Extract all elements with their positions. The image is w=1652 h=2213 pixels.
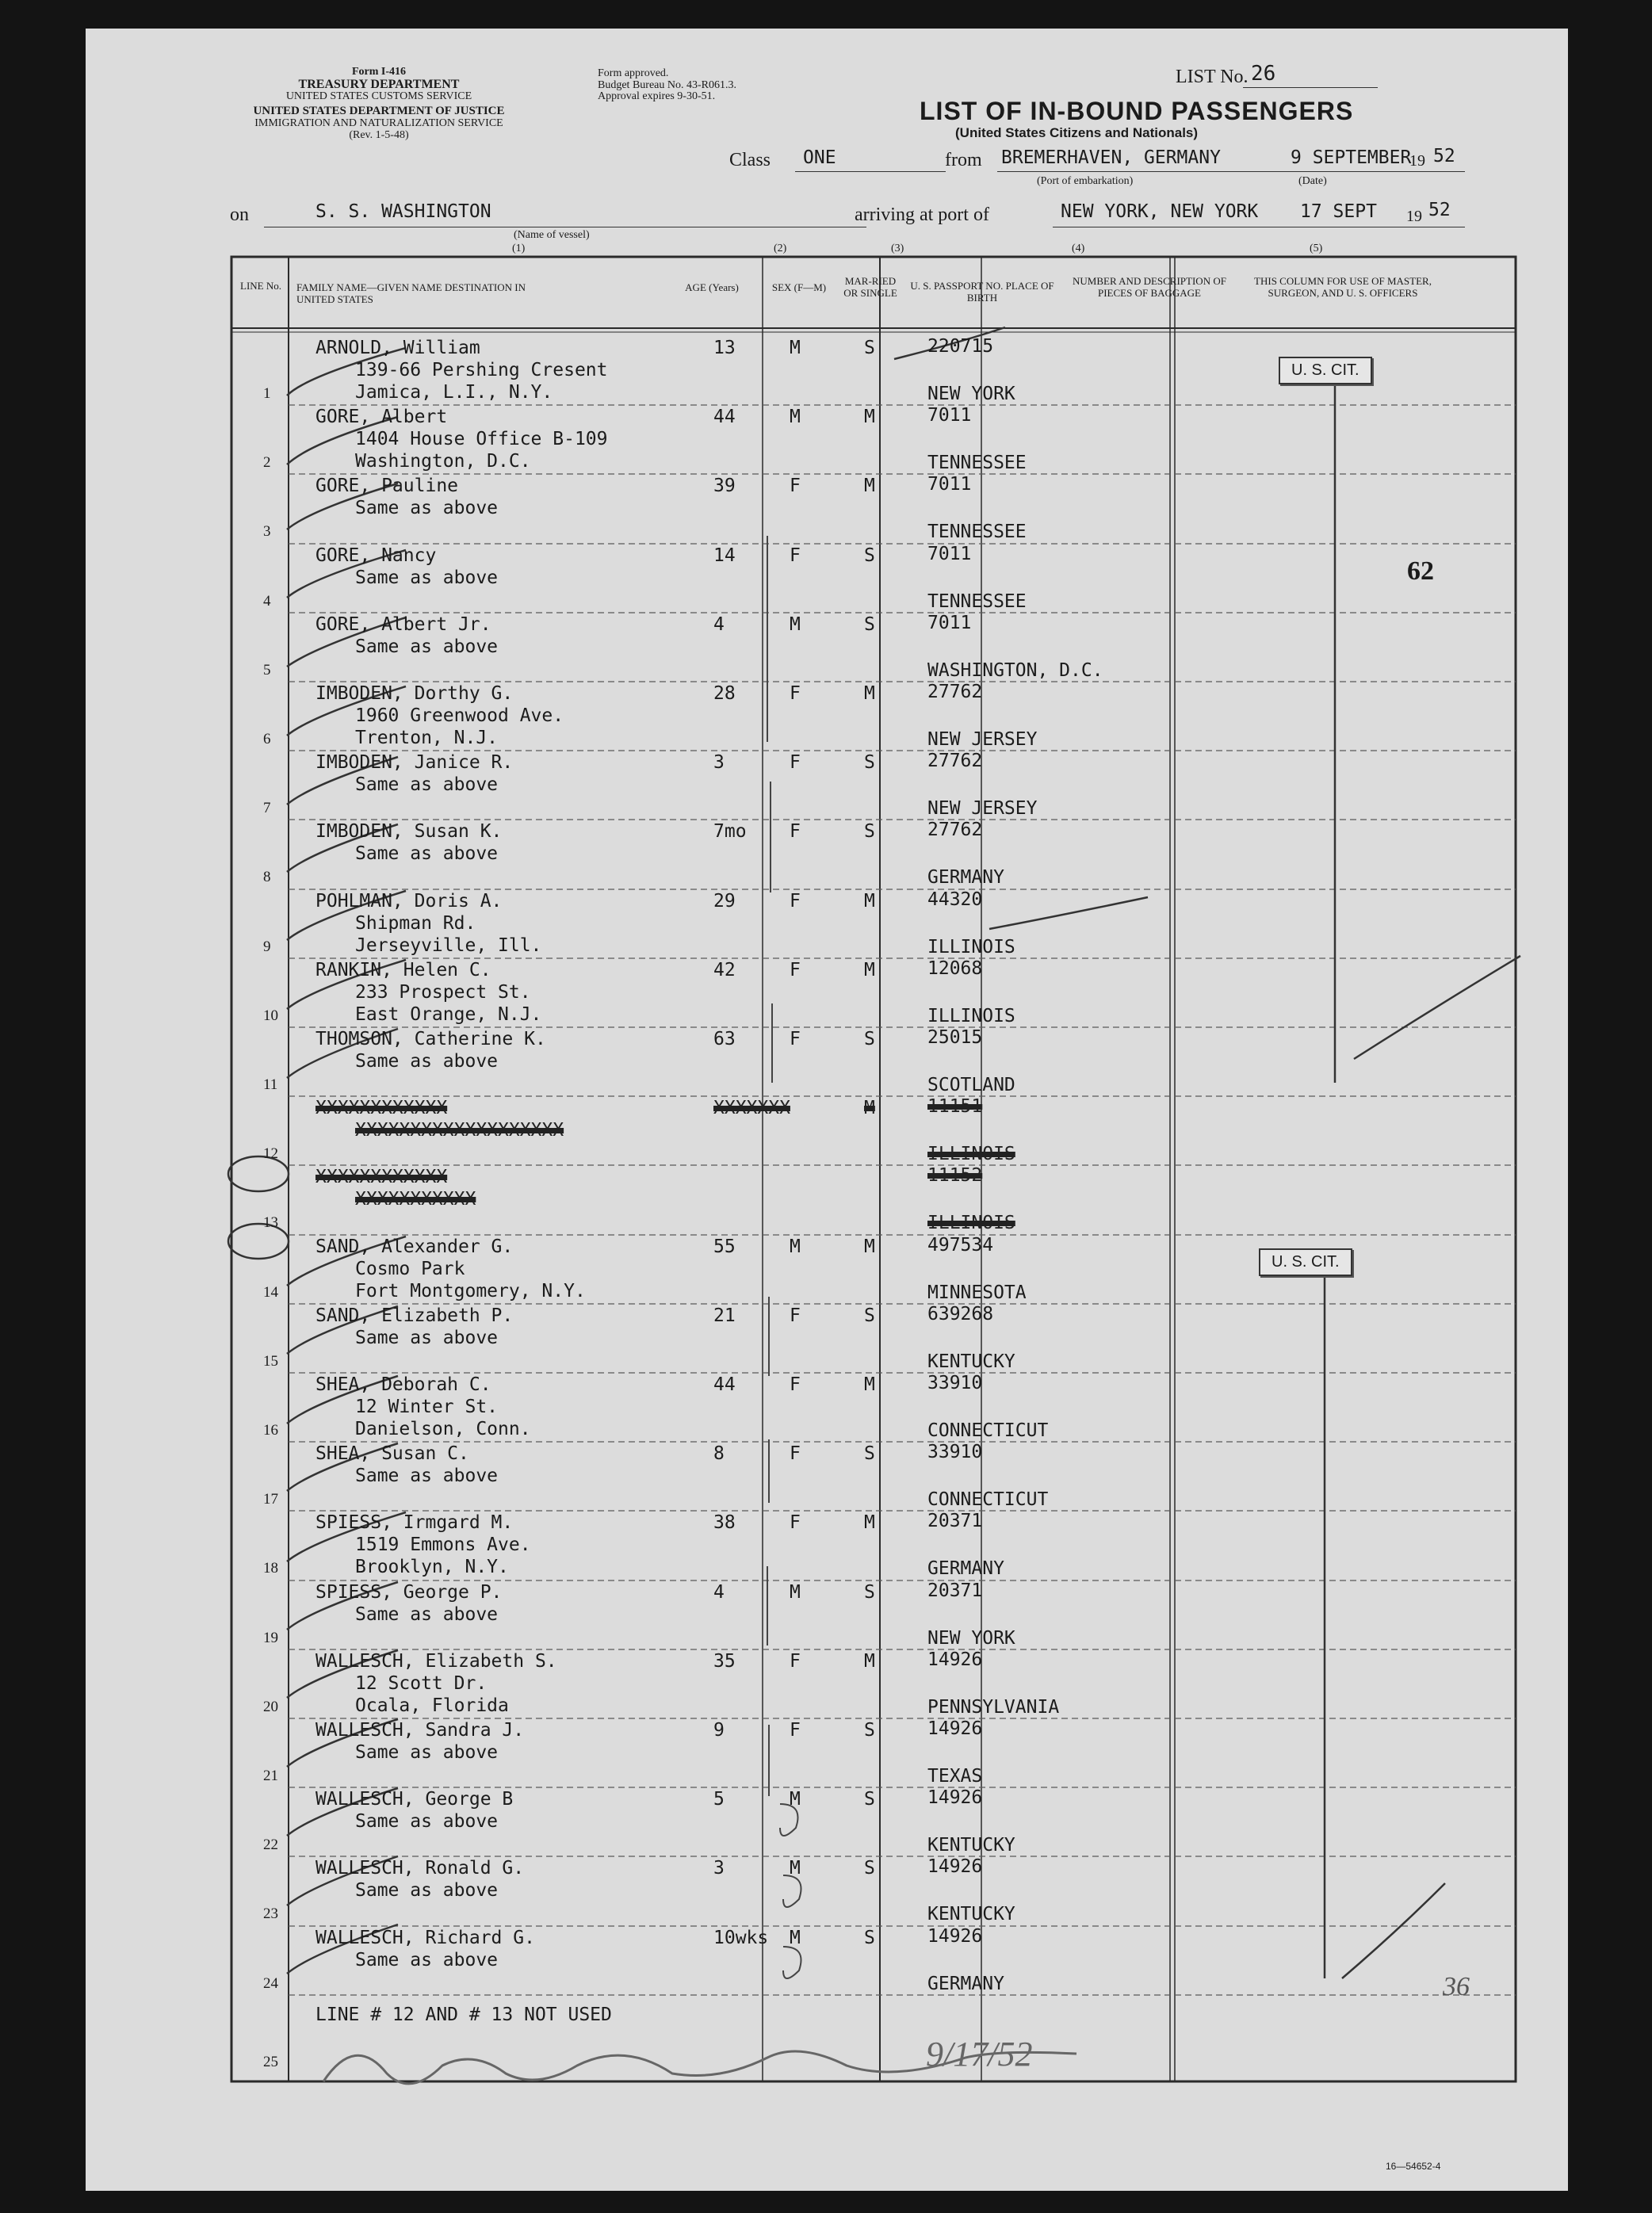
passport-number: 20371 <box>927 1580 983 1601</box>
passenger-name: GORE, Albert <box>315 407 448 427</box>
sex: F <box>790 476 801 496</box>
marital-status: S <box>864 1928 875 1948</box>
address-line-1: Same as above <box>355 1742 499 1763</box>
list-no-label: LIST No. <box>1176 67 1249 87</box>
passport-number: 639268 <box>927 1304 994 1324</box>
place-of-birth: KENTUCKY <box>927 1835 1015 1856</box>
marital-status: M <box>864 407 875 427</box>
address-line-2: Trenton, N.J. <box>355 728 499 748</box>
age: XXXXXXX <box>713 1098 790 1118</box>
from-year-prefix: 19 <box>1409 152 1425 170</box>
age: 44 <box>713 1374 736 1395</box>
header-married: MAR-RIED OR SINGLE <box>843 275 897 299</box>
corner-note: 36 <box>1443 1972 1470 2001</box>
place-of-birth: KENTUCKY <box>927 1904 1015 1924</box>
print-code: 16—54652-4 <box>1386 2161 1441 2172</box>
passport-number: 14926 <box>927 1787 983 1808</box>
place-of-birth: TENNESSEE <box>927 591 1027 612</box>
marital-status: S <box>864 1305 875 1326</box>
address-line-1: Same as above <box>355 1880 499 1901</box>
age: 14 <box>713 545 736 566</box>
passenger-name: THOMSON, Catherine K. <box>315 1029 546 1049</box>
marital-status: S <box>864 821 875 842</box>
colnum-4: (4) <box>1072 243 1085 254</box>
address-line-1: 1960 Greenwood Ave. <box>355 705 564 726</box>
annotation-62: 62 <box>1407 556 1434 586</box>
treasury-dept: TREASURY DEPARTMENT <box>298 77 460 91</box>
age: 5 <box>713 1789 725 1810</box>
marital-status: M <box>864 683 875 704</box>
passenger-name: WALLESCH, Ronald G. <box>315 1858 525 1879</box>
sex: M <box>790 1582 801 1603</box>
line-number: 4 <box>263 593 271 610</box>
age: 28 <box>713 683 736 704</box>
address-line-1: 12 Winter St. <box>355 1397 499 1417</box>
address-line-1: Same as above <box>355 498 499 518</box>
place-of-birth: MINNESOTA <box>927 1282 1027 1303</box>
header-name: FAMILY NAME—GIVEN NAME DESTINATION IN UNITED STATES <box>296 281 526 305</box>
place-of-birth: NEW YORK <box>927 1628 1015 1649</box>
age: 55 <box>713 1236 736 1257</box>
age: 4 <box>713 614 725 635</box>
address-line-2: East Orange, N.J. <box>355 1004 542 1025</box>
address-line-1: Same as above <box>355 1328 499 1348</box>
address-line-1: 12 Scott Dr. <box>355 1673 488 1694</box>
passport-number: 7011 <box>927 405 972 426</box>
sex: M <box>790 1858 801 1879</box>
arrival-port: NEW YORK, NEW YORK <box>1061 201 1259 222</box>
age: 3 <box>713 752 725 773</box>
age: 35 <box>713 1651 736 1672</box>
place-of-birth: ILLINOIS <box>927 1213 1015 1233</box>
address-line-1: Cosmo Park <box>355 1259 465 1279</box>
address-line-1: XXXXXXXXXXX <box>355 1189 476 1210</box>
sex: F <box>790 1305 801 1326</box>
address-line-1: Shipman Rd. <box>355 913 476 934</box>
line-number: 24 <box>263 1975 278 1992</box>
sex: F <box>790 752 801 773</box>
place-of-birth: WASHINGTON, D.C. <box>927 660 1103 681</box>
passenger-name: WALLESCH, Sandra J. <box>315 1720 525 1741</box>
signature-date: 9/17/52 <box>926 2035 1033 2073</box>
date-caption: (Date) <box>1298 175 1327 187</box>
line-number: 9 <box>263 938 271 955</box>
address-line-1: Same as above <box>355 568 499 588</box>
place-of-birth: NEW JERSEY <box>927 798 1038 819</box>
line-number: 19 <box>263 1630 278 1646</box>
colnum-5: (5) <box>1310 243 1323 254</box>
marital-status: M <box>864 1098 875 1118</box>
passport-number: 14926 <box>927 1856 983 1877</box>
sex: F <box>790 1512 801 1533</box>
passport-number: 27762 <box>927 820 983 840</box>
passenger-name: SPIESS, Irmgard M. <box>315 1512 514 1533</box>
marital-status: S <box>864 1720 875 1741</box>
place-of-birth: CONNECTICUT <box>927 1420 1049 1441</box>
colnum-3: (3) <box>891 243 904 254</box>
sex: F <box>790 1029 801 1049</box>
list-no-value: 26 <box>1251 62 1276 86</box>
header-sex: SEX (F—M) <box>771 281 827 293</box>
marital-status: S <box>864 752 875 773</box>
sex: F <box>790 1651 801 1672</box>
passport-number: 27762 <box>927 682 983 702</box>
place-of-birth: ILLINOIS <box>927 1144 1015 1164</box>
passport-number: 11151 <box>927 1096 983 1117</box>
passport-number: 27762 <box>927 751 983 771</box>
passport-number: 7011 <box>927 613 972 633</box>
marital-status: M <box>864 1512 875 1533</box>
passenger-name: GORE, Nancy <box>315 545 437 566</box>
from-year: 52 <box>1433 146 1455 166</box>
place-of-birth: NEW JERSEY <box>927 729 1038 750</box>
line-number-25: 25 <box>263 2054 278 2070</box>
passport-number: 25015 <box>927 1027 983 1048</box>
place-of-birth: GERMANY <box>927 867 1004 888</box>
justice-dept: UNITED STATES DEPARTMENT OF JUSTICE <box>253 105 505 118</box>
age: 13 <box>713 338 736 358</box>
vessel-caption: (Name of vessel) <box>514 229 590 241</box>
place-of-birth: TEXAS <box>927 1766 983 1787</box>
passport-number: 7011 <box>927 544 972 564</box>
line-number: 23 <box>263 1905 278 1922</box>
passenger-name: XXXXXXXXXXXX <box>315 1167 448 1187</box>
age: 44 <box>713 407 736 427</box>
manifest-page <box>86 29 1568 2191</box>
passport-number: 33910 <box>927 1442 983 1462</box>
age: 39 <box>713 476 736 496</box>
address-line-1: Same as above <box>355 1051 499 1072</box>
passport-number: 14926 <box>927 1718 983 1739</box>
passenger-name: SHEA, Susan C. <box>315 1443 469 1464</box>
line-number: 5 <box>263 662 271 678</box>
line-number: 6 <box>263 731 271 747</box>
address-line-2: Jerseyville, Ill. <box>355 935 542 956</box>
header-age: AGE (Years) <box>685 281 739 293</box>
marital-status: S <box>864 1582 875 1603</box>
address-line-1: 1519 Emmons Ave. <box>355 1535 531 1555</box>
class-label: Class <box>729 150 771 170</box>
age: 3 <box>713 1858 725 1879</box>
line-number: 22 <box>263 1837 278 1853</box>
line-number: 12 <box>263 1145 278 1162</box>
line-number: 14 <box>263 1284 278 1301</box>
line-number: 15 <box>263 1353 278 1370</box>
footer-note: LINE # 12 AND # 13 NOT USED <box>315 2005 612 2025</box>
address-line-1: 1404 House Office B-109 <box>355 429 608 449</box>
approval-line-1: Form approved. <box>598 67 669 79</box>
colnum-2: (2) <box>774 243 787 254</box>
age: 42 <box>713 960 736 980</box>
passport-number: 20371 <box>927 1511 983 1531</box>
passport-number: 44320 <box>927 889 983 910</box>
address-line-2: Ocala, Florida <box>355 1695 509 1716</box>
passenger-name: IMBODEN, Janice R. <box>315 752 514 773</box>
sex: F <box>790 821 801 842</box>
age: 29 <box>713 891 736 912</box>
line-number: 21 <box>263 1768 278 1784</box>
revision: (Rev. 1-5-48) <box>349 128 409 141</box>
from-date: 9 SEPTEMBER <box>1291 147 1412 168</box>
address-line-1: XXXXXXXXXXXXXXXXXXX <box>355 1120 564 1141</box>
passport-number: 497534 <box>927 1235 994 1256</box>
place-of-birth: GERMANY <box>927 1558 1004 1579</box>
address-line-2: Brooklyn, N.Y. <box>355 1557 509 1577</box>
marital-status: S <box>864 614 875 635</box>
address-line-1: Same as above <box>355 1604 499 1625</box>
marital-status: M <box>864 1374 875 1395</box>
approval-line-2: Budget Bureau No. 43-R061.3. <box>598 78 736 91</box>
line-number: 20 <box>263 1699 278 1715</box>
address-line-1: Same as above <box>355 1811 499 1832</box>
header-line-no: LINE No. <box>240 280 281 292</box>
sex: F <box>790 1720 801 1741</box>
address-line-1: 139-66 Pershing Cresent <box>355 360 608 380</box>
address-line-2: Washington, D.C. <box>355 451 531 472</box>
line-number: 11 <box>263 1076 278 1093</box>
line-number: 7 <box>263 800 271 816</box>
place-of-birth: ILLINOIS <box>927 937 1015 957</box>
sex: M <box>790 1789 801 1810</box>
address-line-2: Fort Montgomery, N.Y. <box>355 1281 586 1301</box>
passport-number: 33910 <box>927 1373 983 1393</box>
class-value: ONE <box>803 147 836 168</box>
sex: F <box>790 683 801 704</box>
page-title: LIST OF IN-BOUND PASSENGERS <box>920 97 1354 125</box>
age: 63 <box>713 1029 736 1049</box>
arrival-year-prefix: 19 <box>1406 208 1422 225</box>
sex: F <box>790 1443 801 1464</box>
place-of-birth: GERMANY <box>927 1974 1004 1994</box>
passport-number: 220715 <box>927 336 994 357</box>
passenger-name: ARNOLD, William <box>315 338 480 358</box>
place-of-birth: TENNESSEE <box>927 453 1027 473</box>
sex: M <box>790 614 801 635</box>
sex: M <box>790 407 801 427</box>
place-of-birth: TENNESSEE <box>927 522 1027 542</box>
header-passport: U. S. PASSPORT NO. PLACE OF BIRTH <box>910 280 1054 304</box>
address-line-1: Same as above <box>355 1466 499 1486</box>
place-of-birth: NEW YORK <box>927 384 1015 404</box>
age: 21 <box>713 1305 736 1326</box>
address-line-1: 233 Prospect St. <box>355 982 531 1003</box>
arriving-label: arriving at port of <box>855 204 989 225</box>
passenger-name: SHEA, Deborah C. <box>315 1374 491 1395</box>
form-number: Form I-416 <box>351 66 407 78</box>
address-line-2: Danielson, Conn. <box>355 1419 531 1439</box>
passenger-name: SAND, Alexander G. <box>315 1236 514 1257</box>
passport-number: 14926 <box>927 1649 983 1670</box>
sex: F <box>790 891 801 912</box>
age: 4 <box>713 1582 725 1603</box>
passport-number: 14926 <box>927 1926 983 1947</box>
marital-status: M <box>864 476 875 496</box>
place-of-birth: KENTUCKY <box>927 1351 1015 1372</box>
arrival-year: 52 <box>1428 200 1451 220</box>
from-label: from <box>945 150 982 170</box>
from-port: BREMERHAVEN, GERMANY <box>1001 147 1221 168</box>
header-officers: THIS COLUMN FOR USE OF MASTER, SURGEON, AND U. S. OFFICERS <box>1254 275 1432 299</box>
line-number: 13 <box>263 1214 278 1231</box>
age: 38 <box>713 1512 736 1533</box>
passport-number: 11152 <box>927 1165 983 1186</box>
passport-number: 12068 <box>927 958 983 979</box>
age: 7mo <box>713 821 747 842</box>
customs-service: UNITED STATES CUSTOMS SERVICE <box>285 90 472 103</box>
age: 10wks <box>713 1928 769 1948</box>
marital-status: S <box>864 1858 875 1879</box>
address-line-1: Same as above <box>355 843 499 864</box>
place-of-birth: CONNECTICUT <box>927 1489 1049 1510</box>
passenger-name: POHLMAN, Doris A. <box>315 891 503 912</box>
approval-line-3: Approval expires 9-30-51. <box>598 90 716 103</box>
marital-status: M <box>864 960 875 980</box>
age: 8 <box>713 1443 725 1464</box>
passenger-name: XXXXXXXXXXXX <box>315 1098 448 1118</box>
passenger-name: GORE, Albert Jr. <box>315 614 491 635</box>
line-number: 16 <box>263 1422 278 1439</box>
passenger-name: WALLESCH, Elizabeth S. <box>315 1651 557 1672</box>
address-line-1: Same as above <box>355 636 499 657</box>
marital-status: S <box>864 338 875 358</box>
passenger-name: RANKIN, Helen C. <box>315 960 491 980</box>
port-caption: (Port of embarkation) <box>1037 175 1134 187</box>
header-baggage: NUMBER AND DESCRIPTION OF PIECES OF BAGGAGE <box>1073 275 1226 299</box>
table-grid <box>86 29 1568 2191</box>
line-number: 17 <box>263 1491 278 1508</box>
passenger-name: WALLESCH, George B <box>315 1789 514 1810</box>
sex: F <box>790 1374 801 1395</box>
line-number: 8 <box>263 869 271 885</box>
passenger-name: SPIESS, George P. <box>315 1582 503 1603</box>
passenger-name: GORE, Pauline <box>315 476 459 496</box>
on-label: on <box>230 204 249 225</box>
page-subtitle: (United States Citizens and Nationals) <box>955 125 1199 140</box>
sex: F <box>790 545 801 566</box>
sex: M <box>790 1236 801 1257</box>
age: 9 <box>713 1720 725 1741</box>
arrival-date: 17 SEPT <box>1300 201 1377 222</box>
marital-status: M <box>864 1236 875 1257</box>
us-citizen-stamp-1: U. S. CIT. <box>1279 357 1372 384</box>
marital-status: S <box>864 1789 875 1810</box>
place-of-birth: ILLINOIS <box>927 1006 1015 1026</box>
colnum-1-caption: (1) <box>512 243 526 254</box>
place-of-birth: PENNSYLVANIA <box>927 1697 1060 1718</box>
sex: M <box>790 1928 801 1948</box>
address-line-1: Same as above <box>355 774 499 795</box>
address-line-1: Same as above <box>355 1950 499 1970</box>
line-number: 3 <box>263 523 271 540</box>
marital-status: M <box>864 891 875 912</box>
marital-status: S <box>864 1443 875 1464</box>
marital-status: S <box>864 545 875 566</box>
line-number: 1 <box>263 385 271 402</box>
sex: F <box>790 960 801 980</box>
passenger-name: IMBODEN, Susan K. <box>315 821 503 842</box>
passenger-name: SAND, Elizabeth P. <box>315 1305 514 1326</box>
passport-number: 7011 <box>927 474 972 495</box>
marital-status: S <box>864 1029 875 1049</box>
marital-status: M <box>864 1651 875 1672</box>
line-number: 2 <box>263 454 271 471</box>
line-number: 18 <box>263 1560 278 1577</box>
ins-service: IMMIGRATION AND NATURALIZATION SERVICE <box>254 117 503 129</box>
passenger-name: IMBODEN, Dorthy G. <box>315 683 514 704</box>
address-line-2: Jamica, L.I., N.Y. <box>355 382 553 403</box>
passenger-name: WALLESCH, Richard G. <box>315 1928 535 1948</box>
us-citizen-stamp-2: U. S. CIT. <box>1259 1248 1352 1276</box>
line-number: 10 <box>263 1007 278 1024</box>
sex: M <box>790 338 801 358</box>
place-of-birth: SCOTLAND <box>927 1075 1015 1095</box>
vessel-name: S. S. WASHINGTON <box>315 201 491 222</box>
